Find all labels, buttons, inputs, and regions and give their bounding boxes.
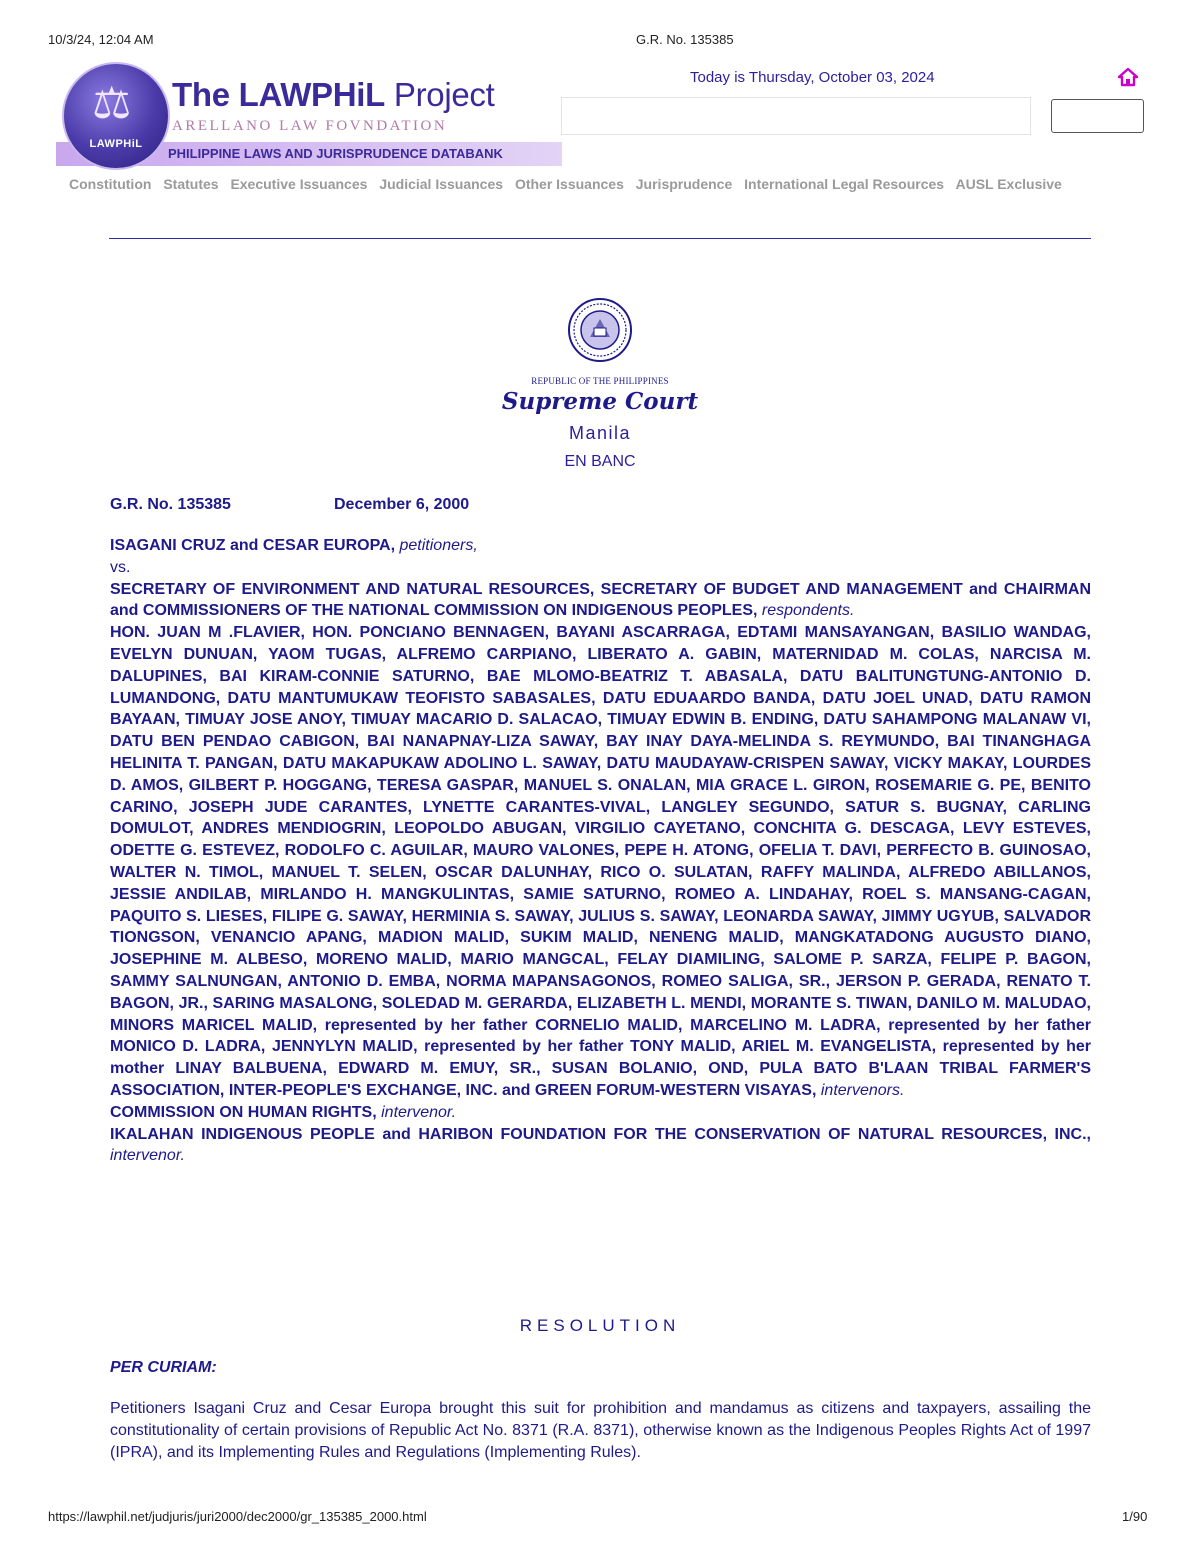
- nav-other-issuances[interactable]: Other Issuances: [514, 176, 624, 192]
- home-icon[interactable]: [1117, 67, 1139, 87]
- print-page-number: 1/90: [1122, 1509, 1148, 1524]
- case-number: G.R. No. 135385: [110, 496, 231, 513]
- print-datetime: 10/3/24, 12:04 AM: [48, 32, 154, 47]
- nav-executive-issuances[interactable]: Executive Issuances: [230, 176, 368, 192]
- logo-title: The LAWPHiL Project: [172, 76, 495, 113]
- print-title: G.R. No. 135385: [636, 32, 734, 47]
- resolution-heading: RESOLUTION: [519, 1316, 681, 1335]
- logo-circle-text: LAWPHiL: [89, 138, 143, 150]
- court-division: EN BANC: [564, 453, 636, 470]
- today-date: Today is Thursday, October 03, 2024: [690, 69, 935, 86]
- logo-emblem: [62, 62, 170, 170]
- top-navigation: [69, 176, 1070, 192]
- nav-statutes[interactable]: Statutes: [163, 176, 219, 192]
- logo-databank-text: PHILIPPINE LAWS AND JURISPRUDENCE DATABANK: [168, 146, 503, 161]
- republic-label: REPUBLIC OF THE PHILIPPINES: [531, 376, 669, 386]
- per-curiam: PER CURIAM:: [110, 1359, 217, 1376]
- respondents: SECRETARY OF ENVIRONMENT AND NATURAL RESOURCES, SECRETARY OF BUDGET AND MANAGEMENT and CHAIRMAN and COMMISSIONERS OF THE NATIONAL COMMISSION ON INDIGENOUS PEOPLES, respondents.: [110, 580, 1091, 620]
- scales-of-justice-icon: ⚖: [92, 78, 132, 129]
- case-date: December 6, 2000: [334, 496, 470, 513]
- header-divider: [109, 238, 1091, 239]
- court-name: Supreme Court: [501, 388, 699, 415]
- intervenor-chr: COMMISSION ON HUMAN RIGHTS, intervenor.: [110, 1103, 457, 1121]
- versus: vs.: [110, 558, 131, 576]
- supreme-court-seal-icon: [567, 297, 633, 363]
- nav-jurisprudence[interactable]: Jurisprudence: [635, 176, 733, 192]
- court-city: Manila: [568, 423, 632, 443]
- petitioners: ISAGANI CRUZ and CESAR EUROPA, petitioners,: [110, 537, 478, 554]
- intervenors: HON. JUAN M .FLAVIER, HON. PONCIANO BENNAGEN, BAYANI ASCARRAGA, EDTAMI MANSAYANGAN, BASILIO WANDAG, EVELYN DUNUAN, YAOM TUGAS, ALFREMO CARPIANO, LIBERATO A. GABIN, MATERNIDAD M. COLAS, NARCISA M. DALUPINES, BAI KIRAM-CONNIE SATURNO, BAE MLOMO-BEATRIZ T. ABASALA, DATU BALITUNGTUNG-ANTONIO D. LUMANDONG, DATU MANTUMUKAW TEOFISTO SABASALES, DATU EDUAARDO BANDA, DATU JOEL UNAD, DATU RAMON BAYAAN, TIMUAY JOSE ANOY, TIMUAY MACARIO D. SALACAO, TIMUAY EDWIN B. ENDING, DATU SAHAMPONG MALANAW VI, DATU BEN PENDAO CABIGON, BAI NANAPNAY-LIZA SAWAY, BAY INAY DAYA-MELINDA S. REYMUNDO, BAI TINANGHAGA HELINITA T. PANGAN, DATU MAKAPUKAW ADOLINO L. SAWAY, DATU MAUDAYAW-CRISPEN SAWAY, VICKY MAKAY, LOURDES D. AMOS, GILBERT P. HOGGANG, TERESA GASPAR, MANUEL S. ONALAN, MIA GRACE L. GIRON, ROSEMARIE G. PE, BENITO CARINO, JOSEPH JUDE CARANTES, LYNETTE CARANTES-VIVAL, LANGLEY SEGUNDO, SATUR S. BUGNAY, CARLING DOMULOT, ANDRES MENDIOGRIN, LEOPOLDO ABUGAN, VIRGILIO CAYETANO, CONCHITA G. DESCAGA, LEVY ESTEVES, ODETTE G. ESTEVEZ, RODOLFO C. AGUILAR, MAURO VALONES, PEPE H. ATONG, OFELIA T. DAVI, PERFECTO B. GUINOSAO, WALTER N. TIMOL, MANUEL T. SELEN, OSCAR DALUNHAY, RICO O. SULATAN, RAFFY MALINDA, ALFREDO ABILLANOS, JESSIE ANDILAB, MIRLANDO H. MANGKULINTAS, SAMIE SATURNO, ROMEO A. LINDAHAY, ROEL S. MANSANG-CAGAN, PAQUITO S. LIESES, FILIPE G. SAWAY, HERMINIA S. SAWAY, JULIUS S. SAWAY, LEONARDA SAWAY, JIMMY UGYUB, SALVADOR TIONGSON, VENANCIO APANG, MADION MALID, SUKIM MALID, NENENG MALID, MANGKATADONG AUGUSTO DIANO, JOSEPHINE M. ALBESO, MORENO MALID, MARIO MANGCAL, FELAY DIAMILING, SALOME P. SARZA, FELIPE P. BAGON, SAMMY SALNUNGAN, ANTONIO D. EMBA, NORMA MAPANSAGONOS, ROMEO SALIGA, SR., JERSON P. GERADA, RENATO T. BAGON, JR., SARING MASALONG, SOLEDAD M. GERARDA, ELIZABETH L. MENDI, MORANTE S. TIWAN, DANILO M. MALUDAO, MINORS MARICEL MALID, represented by her father CORNELIO MALID, MARCELINO M. LADRA, represented by her father MONICO D. LADRA, JENNYLYN MALID, represented by her father TONY MALID, ARIEL M. EVANGELISTA, represented by her mother LINAY BALBUENA, EDWARD M. EMUY, SR., SUSAN BOLANIO, OND, PULA BATO B'LAAN TRIBAL FARMER'S ASSOCIATION, INTER-PEOPLE'S EXCHANGE, INC. and GREEN FORUM-WESTERN VISAYAS, intervenors.: [110, 624, 1091, 1099]
- lawphil-logo[interactable]: [56, 58, 562, 170]
- case-parties: [110, 535, 1091, 1167]
- nav-judicial-issuances[interactable]: Judicial Issuances: [379, 176, 504, 192]
- intervenor-ikalahan: IKALAHAN INDIGENOUS PEOPLE and HARIBON FOUNDATION FOR THE CONSERVATION OF NATURAL RESOURCES, INC., intervenor.: [110, 1125, 1091, 1165]
- nav-constitution[interactable]: Constitution: [69, 176, 152, 192]
- paragraph-1: Petitioners Isagani Cruz and Cesar Europa brought this suit for prohibition and mandamus as citizens and taxpayers, assailing the constitutionality of certain provisions of Republic Act No. 8371 (R.A. 8371), otherwise known as the Indigenous Peoples Rights Act of 1997 (IPRA), and its Implementing Rules and Regulations (Implementing Rules).: [110, 1400, 1091, 1461]
- logo-subtitle: ARELLANO LAW FOVNDATION: [172, 118, 448, 134]
- nav-international-legal-resources[interactable]: International Legal Resources: [744, 176, 945, 192]
- nav-ausl-exclusive[interactable]: AUSL Exclusive: [955, 176, 1062, 192]
- print-url: https://lawphil.net/judjuris/juri2000/dec2000/gr_135385_2000.html: [48, 1509, 427, 1524]
- search-input[interactable]: [561, 97, 1031, 135]
- search-button[interactable]: [1051, 99, 1144, 133]
- case-header: [110, 494, 1091, 516]
